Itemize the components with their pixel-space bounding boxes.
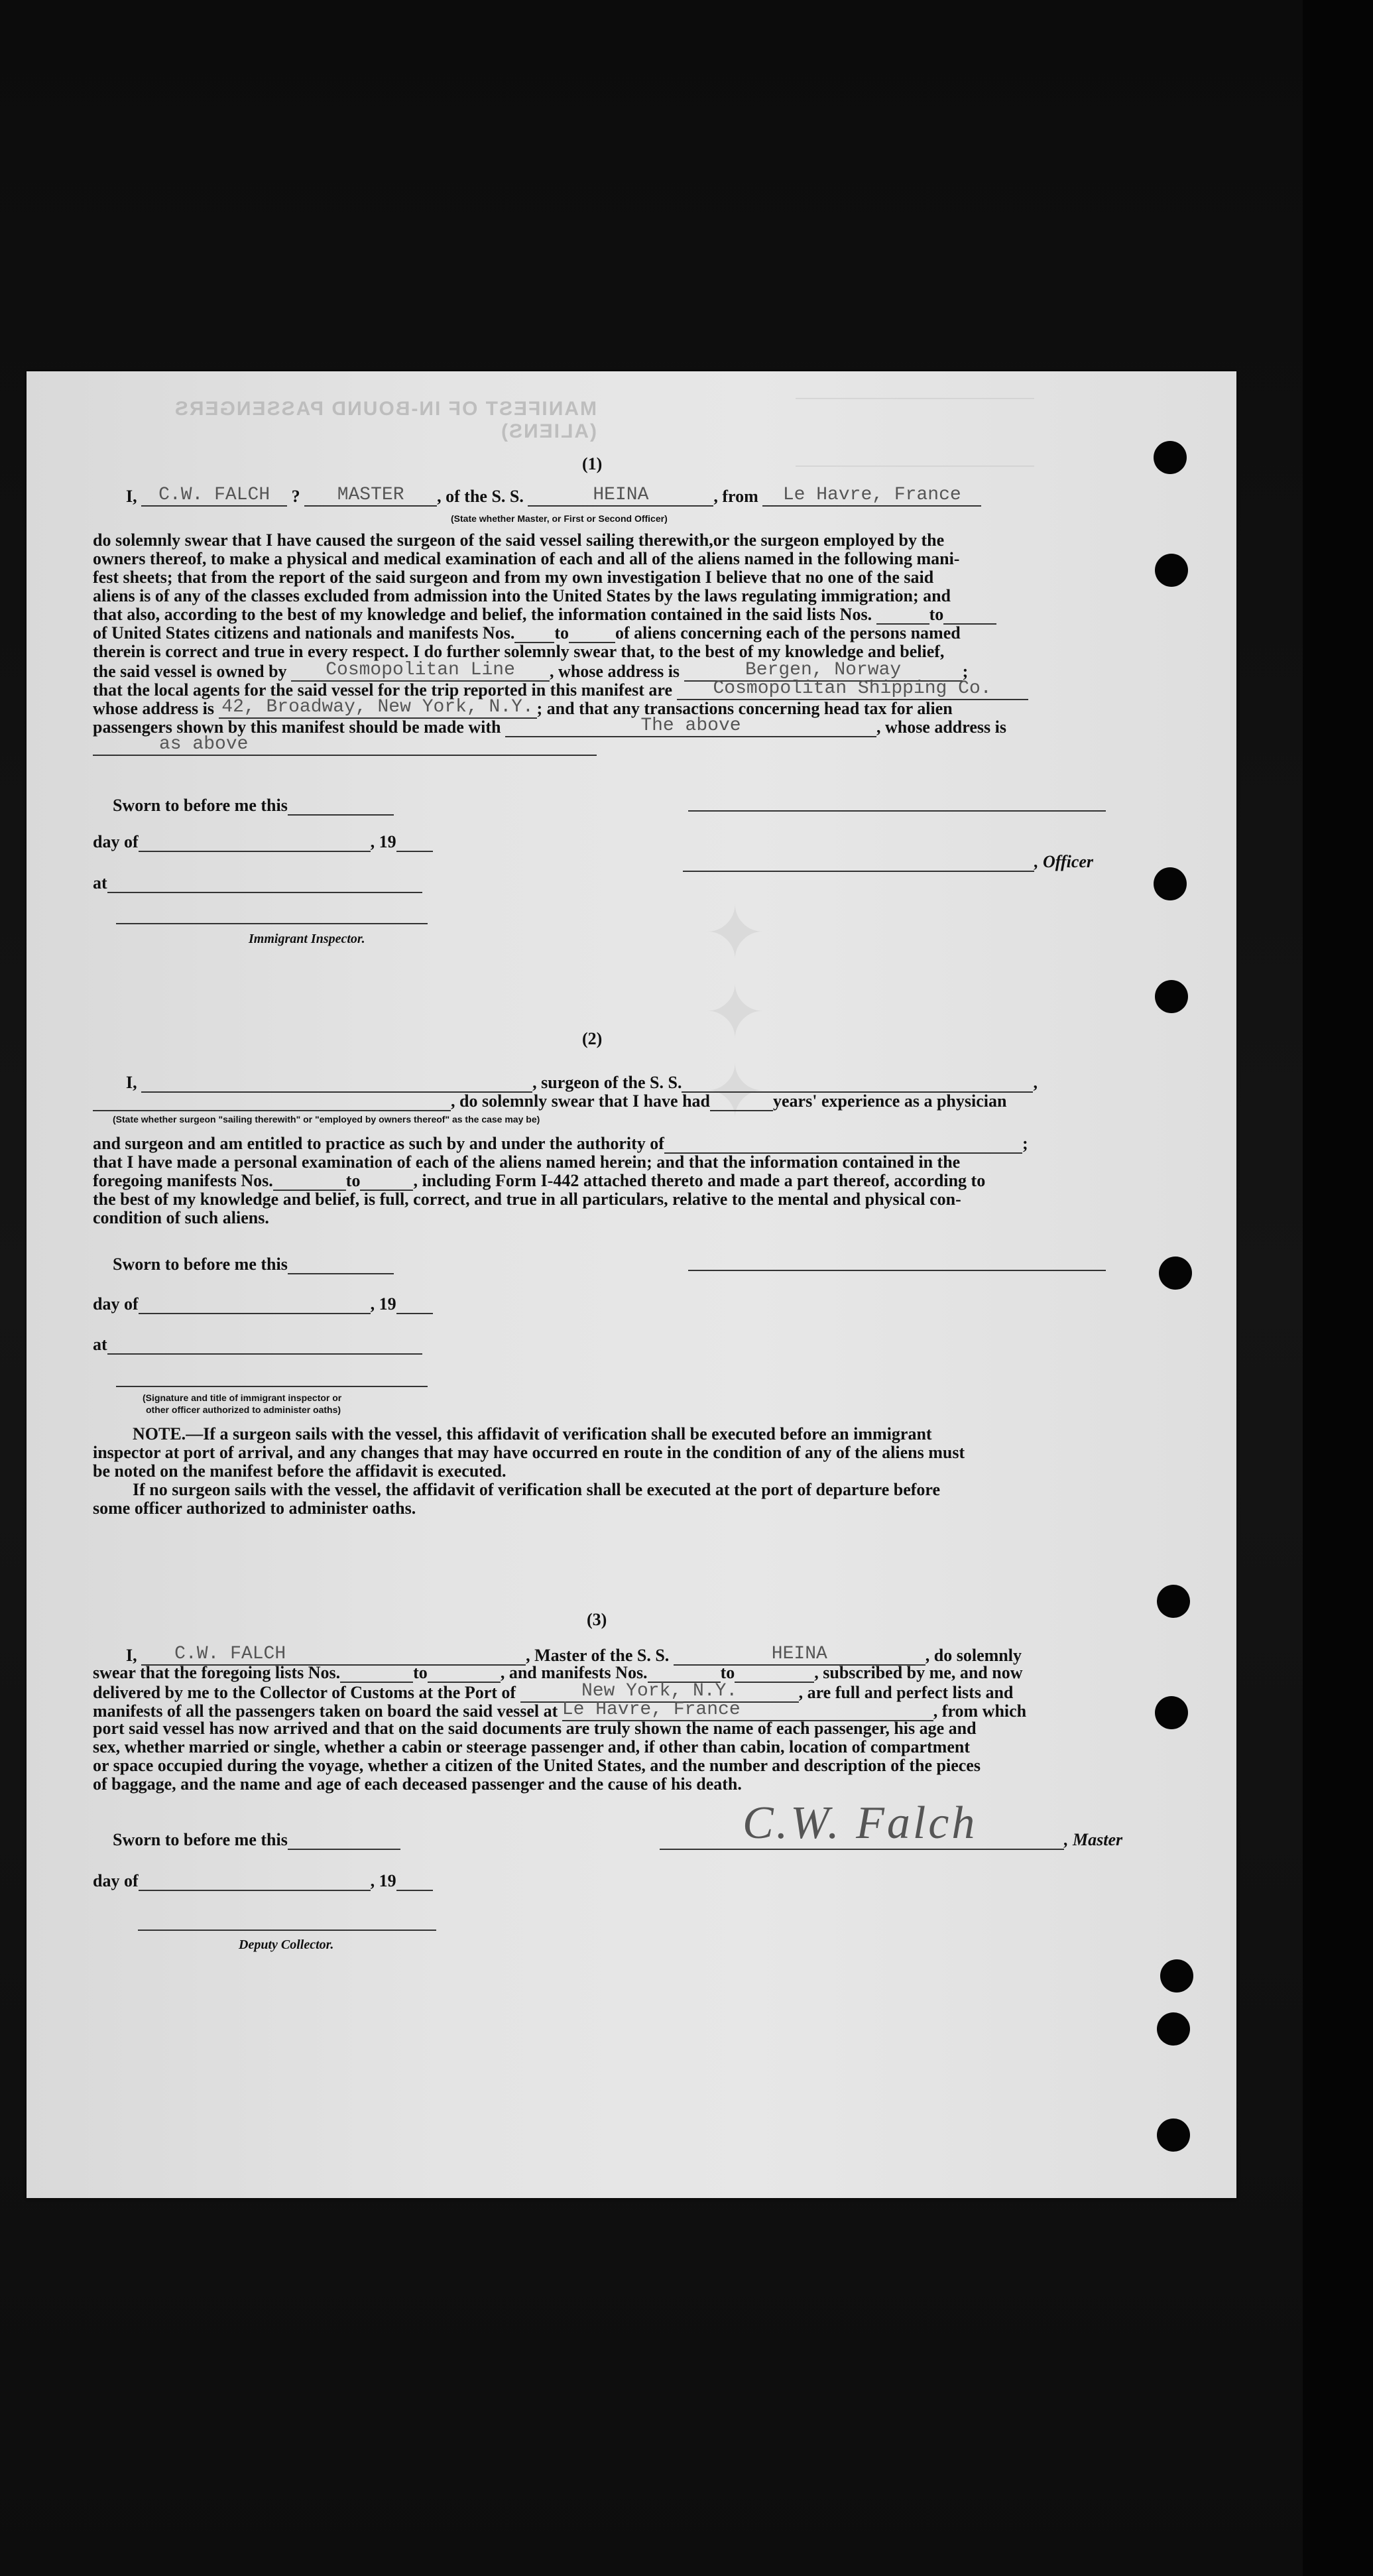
label: to (720, 1663, 735, 1682)
lists-line (93, 1663, 1022, 1683)
blank-field (735, 1663, 814, 1683)
label: the said vessel is owned by (93, 662, 287, 681)
bleed-through-header: MANIFEST OF IN-BOUND PASSENGERS (ALIENS) (173, 398, 597, 442)
label: , 19 (370, 1294, 396, 1314)
label: S. S. (491, 487, 524, 506)
label: passengers shown by this manifest should be made with (93, 717, 501, 737)
head-tax-address-line (93, 735, 597, 756)
label: , whose address is (550, 662, 680, 681)
surgeon-line-2 (93, 1091, 1006, 1111)
blank-field (139, 832, 371, 852)
section-number: (2) (582, 1029, 603, 1048)
label: , 19 (370, 832, 396, 851)
paragraph-line: fest sheets; that from the report of the said surgeon and from my own investigation I believe that no one of the said (93, 568, 934, 587)
sworn-line (113, 796, 394, 816)
label: , Master of the (526, 1646, 633, 1665)
label: S. S. (636, 1646, 670, 1665)
label: years' experience as a physician (773, 1091, 1007, 1111)
note-line: be noted on the manifest before the affidavit is executed. (93, 1461, 507, 1481)
punch-hole (1160, 1959, 1193, 1993)
blank-field (682, 1073, 1033, 1093)
label: , whose address is (876, 717, 1006, 737)
label: Sworn to before me this (113, 1255, 288, 1274)
at-line (93, 1335, 422, 1355)
signature-line (116, 923, 428, 924)
paragraph-line: condition of such aliens. (93, 1208, 269, 1227)
label: , from which (933, 1701, 1027, 1721)
blank-field (396, 1871, 433, 1891)
blank-field (288, 796, 394, 816)
surgeon-line: I, , surgeon of the S. S. , (126, 1073, 1038, 1092)
label: manifests of all the passengers taken on board the said vessel at (93, 1701, 558, 1721)
punch-hole (1157, 1585, 1190, 1618)
blank-field (139, 1871, 371, 1891)
label: at (93, 873, 107, 892)
label: NOTE. (133, 1424, 186, 1443)
label: , Master (1064, 1830, 1123, 1849)
master-signature: C.W. Falch (743, 1798, 978, 1849)
agents-address-field: 42, Broadway, New York, N.Y. (219, 698, 537, 719)
punch-hole (1154, 441, 1187, 474)
blank-field (648, 1663, 721, 1683)
section-number: (1) (582, 454, 603, 473)
blank-field (710, 1091, 773, 1111)
label: to (554, 623, 569, 643)
blank-field (288, 1255, 394, 1274)
scan-edge (1303, 0, 1373, 2576)
label: Sworn to before me this (113, 796, 288, 815)
blank-field (288, 1830, 400, 1850)
signature-caption: other officer authorized to administer oaths) (146, 1404, 341, 1415)
text: of aliens concerning each of the persons named (615, 623, 961, 643)
blank-field (660, 1830, 1064, 1850)
label: to (413, 1663, 428, 1682)
blank-field (683, 852, 1034, 872)
blank-field (943, 605, 996, 625)
punch-hole (1157, 2012, 1190, 2046)
master-title-field: MASTER (304, 485, 437, 507)
text: that also, according to the best of my knowledge and belief, the information contained in the said lists Nos. (93, 605, 872, 624)
master-sign-line (660, 1830, 1122, 1850)
label: Sworn to before me this (113, 1830, 288, 1849)
blank-field (107, 1335, 422, 1355)
signature-caption: (Signature and title of immigrant inspector or (143, 1392, 342, 1403)
deputy-caption: Deputy Collector. (239, 1937, 334, 1952)
punch-hole (1154, 867, 1187, 900)
master-name-field: C.W. FALCH (141, 1644, 526, 1666)
label: , from (713, 487, 758, 506)
label: , and manifests Nos. (500, 1663, 648, 1682)
sworn-line (113, 1255, 394, 1274)
text: ; and that any transactions concerning head tax for alien (536, 699, 953, 718)
paragraph-line: and surgeon and am entitled to practice as such by and under the authority of ; (93, 1134, 1028, 1153)
vessel-name-field: HEINA (528, 485, 713, 507)
blank-field (569, 623, 615, 643)
punch-hole (1155, 554, 1188, 587)
sworn-line (113, 1830, 400, 1850)
label: , do solemnly swear that I have had (451, 1091, 711, 1111)
paragraph-line: do solemnly swear that I have caused the surgeon of the said vessel sailing therewith,or the surgeon employed by the (93, 530, 945, 550)
owner-address-field: Bergen, Norway (684, 660, 963, 682)
officer-line (683, 852, 1093, 872)
paragraph-line: port said vessel has now arrived and that on the said documents are truly shown the name of each passenger, his age and (93, 1719, 977, 1738)
text: of United States citizens and nationals and manifests Nos. (93, 623, 515, 643)
punch-hole (1157, 2118, 1190, 2152)
blank-field (107, 873, 422, 893)
text: and surgeon and am entitled to practice as such by and under the authority of (93, 1134, 664, 1153)
at-line (93, 873, 422, 893)
inspector-caption: Immigrant Inspector. (249, 932, 365, 946)
label: I, (126, 1646, 137, 1665)
blank-field (876, 605, 929, 625)
label: , do solemnly (925, 1646, 1022, 1665)
note-line: inspector at port of arrival, and any changes that may have occurred en route in the condition of any of the aliens must (93, 1443, 965, 1462)
surgeon-note: (State whether surgeon "sailing therewith" or "employed by owners thereof" as the case may be) (113, 1114, 540, 1125)
signature-line (116, 1386, 428, 1387)
label: to (345, 1171, 361, 1190)
head-tax-party-field: The above (505, 716, 876, 737)
owner-field: Cosmopolitan Line (291, 660, 550, 682)
blank-field (340, 1663, 413, 1683)
label: day of (93, 832, 139, 851)
bleed-through-stamp: ✦ ✦ ✦ (692, 900, 774, 1121)
label: swear that the foregoing lists Nos. (93, 1663, 341, 1682)
label: , of the (437, 487, 487, 506)
paragraph-line (93, 623, 961, 643)
label: I, (126, 487, 137, 506)
note-line (133, 1424, 932, 1444)
paragraph-line (93, 1171, 985, 1191)
day-line (93, 1871, 433, 1891)
label: , surgeon of the S. S. (532, 1073, 682, 1092)
paragraph-line: of baggage, and the name and age of each deceased passenger and the cause of his death. (93, 1774, 742, 1794)
label: at (93, 1335, 107, 1354)
label: whose address is (93, 699, 215, 718)
master-name-field: C.W. FALCH (141, 485, 287, 507)
punch-hole (1155, 1696, 1188, 1729)
section-number: (3) (587, 1610, 607, 1629)
manifest-page (27, 371, 1236, 2198)
label: delivered by me to the Collector of Customs at the Port of (93, 1683, 516, 1702)
blank-field (664, 1134, 1022, 1154)
departure-port-field: Le Havre, France (762, 485, 981, 507)
arrival-port-field: New York, N.Y. (520, 1682, 799, 1703)
paragraph-line: owners thereof, to make a physical and medical examination of each and all of the aliens named in the following mani- (93, 549, 960, 568)
blank-field (396, 1294, 433, 1314)
label: , Officer (1034, 852, 1094, 871)
paragraph-line: therein is correct and true in every respect. I do further solemnly swear that, to the best of my knowledge and belief, (93, 642, 945, 661)
label: ? (291, 487, 300, 506)
departure-port-field: Le Havre, France (562, 1700, 933, 1721)
paragraph-line: the best of my knowledge and belief, is full, correct, and true in all particulars, relative to the mental and physical con- (93, 1190, 961, 1209)
signature-line (688, 1270, 1106, 1271)
text: —If a surgeon sails with the vessel, this affidavit of verification shall be executed before an immigrant (186, 1424, 932, 1443)
paragraph-line: or space occupied during the voyage, whether a citizen of the United States, and the number and description of the pieces (93, 1756, 981, 1775)
head-tax-address-field: as above (93, 735, 597, 756)
day-line (93, 1294, 433, 1314)
label: to (929, 605, 944, 624)
blank-field (93, 1091, 451, 1111)
signature-line (138, 1930, 436, 1931)
punch-hole (1155, 980, 1188, 1013)
paragraph-line (93, 605, 996, 625)
label: day of (93, 1294, 139, 1314)
paragraph-line: aliens is of any of the classes excluded from admission into the United States by the laws regulating immigration; and (93, 586, 951, 605)
text: foregoing manifests Nos. (93, 1171, 273, 1190)
title-note: (State whether Master, or First or Second Officer) (451, 513, 668, 524)
owner-line: the said vessel is owned by Cosmopolitan Line , whose address is Bergen, Norway ; (93, 660, 969, 681)
label: , are full and perfect lists and (798, 1683, 1014, 1702)
note-line: If no surgeon sails with the vessel, the affidavit of verification shall be executed at the port of departure before (133, 1480, 941, 1499)
blank-field (514, 623, 554, 643)
paragraph-line: that I have made a personal examination of each of the aliens named herein; and that the information contained in the (93, 1152, 961, 1172)
paragraph-line: sex, whether married or single, whether a cabin or steerage passenger and, if other than cabin, location of compartment (93, 1737, 970, 1756)
blank-field (396, 832, 433, 852)
label: that the local agents for the said vessel for the trip reported in this manifest are (93, 680, 673, 700)
blank-field (139, 1294, 371, 1314)
text: , including Form I-442 attached thereto and made a part thereof, according to (413, 1171, 986, 1190)
day-line (93, 832, 433, 852)
signature-line (688, 810, 1106, 812)
blank-field (428, 1663, 501, 1683)
blank-field (360, 1171, 413, 1191)
label: , subscribed by me, and now (814, 1663, 1023, 1682)
note-line: some officer authorized to administer oaths. (93, 1499, 416, 1518)
label: day of (93, 1871, 139, 1890)
punch-hole (1159, 1257, 1192, 1290)
vessel-name-field: HEINA (674, 1644, 925, 1666)
blank-field (273, 1171, 346, 1191)
label: , 19 (370, 1871, 396, 1890)
agents-field: Cosmopolitan Shipping Co. (677, 679, 1028, 700)
bleed-through-box (796, 398, 1034, 467)
label: I, (126, 1073, 137, 1092)
blank-field (141, 1073, 532, 1093)
master-declaration-line (126, 485, 981, 507)
